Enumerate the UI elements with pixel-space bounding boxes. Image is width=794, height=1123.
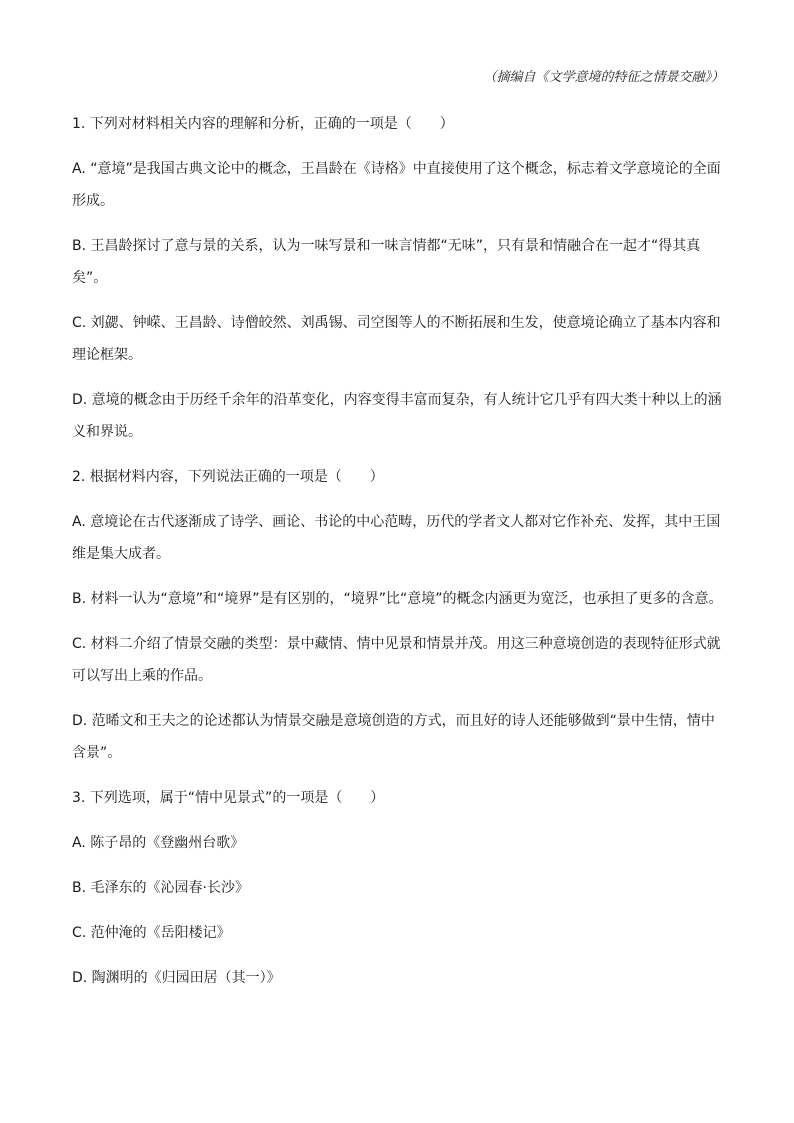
question-1-option-c: C. 刘勰、钟嵘、王昌龄、诗僧皎然、刘禹锡、司空图等人的不断拓展和生发，使意境论确立了基本内容和理论框架。 bbox=[72, 315, 721, 363]
question-3-option-b: B. 毛泽东的《沁园春·长沙》 bbox=[72, 880, 249, 896]
question-2-option-c: C. 材料二介绍了情景交融的类型：景中藏情、情中见景和情景并茂。用这三种意境创造的表现特征形式就可以写出上乘的作品。 bbox=[72, 636, 721, 684]
question-3-option-d: D. 陶渊明的《归园田居（其一）》 bbox=[72, 970, 281, 986]
question-2-option-a: A. 意境论在古代逐渐成了诗学、画论、书论的中心范畴，历代的学者文人都对它作补充、发挥，其中王国维是集大成者。 bbox=[72, 514, 721, 562]
question-1-stem: 1. 下列对材料相关内容的理解和分析，正确的一项是（ ） bbox=[72, 116, 454, 132]
question-2-option-b: B. 材料一认为“意境”和“境界”是有区别的，“境界”比“意境”的概念内涵更为宽泛，也承担了更多的含意。 bbox=[72, 591, 723, 607]
question-3-stem: 3. 下列选项，属于“情中见景式”的一项是（ ） bbox=[72, 790, 385, 806]
question-2-option-d: D. 范晞文和王夫之的论述都认为情景交融是意境创造的方式，而且好的诗人还能够做到“景中生情，情中含景”。 bbox=[72, 713, 715, 761]
source-citation: （摘编自《文学意境的特征之情景交融》） bbox=[483, 70, 724, 85]
question-3-option-c: C. 范仲淹的《岳阳楼记》 bbox=[72, 925, 231, 941]
question-1-option-d: D. 意境的概念由于历经千余年的沿革变化，内容变得丰富而复杂，有人统计它几乎有四大类十种以上的涵义和界说。 bbox=[72, 392, 722, 440]
question-1-option-a: A. “意境”是我国古典文论中的概念，王昌龄在《诗格》中直接使用了这个概念，标志着文学意境论的全面形成。 bbox=[72, 161, 721, 209]
questions-section bbox=[72, 108, 724, 1007]
question-2-stem: 2. 根据材料内容，下列说法正确的一项是（ ） bbox=[72, 469, 384, 485]
question-1-option-b: B. 王昌龄探讨了意与景的关系，认为一味写景和一味言情都“无味”，只有景和情融合在一起才“得其真矣”。 bbox=[72, 238, 701, 286]
question-3-option-a: A. 陈子昂的《登幽州台歌》 bbox=[72, 835, 245, 851]
